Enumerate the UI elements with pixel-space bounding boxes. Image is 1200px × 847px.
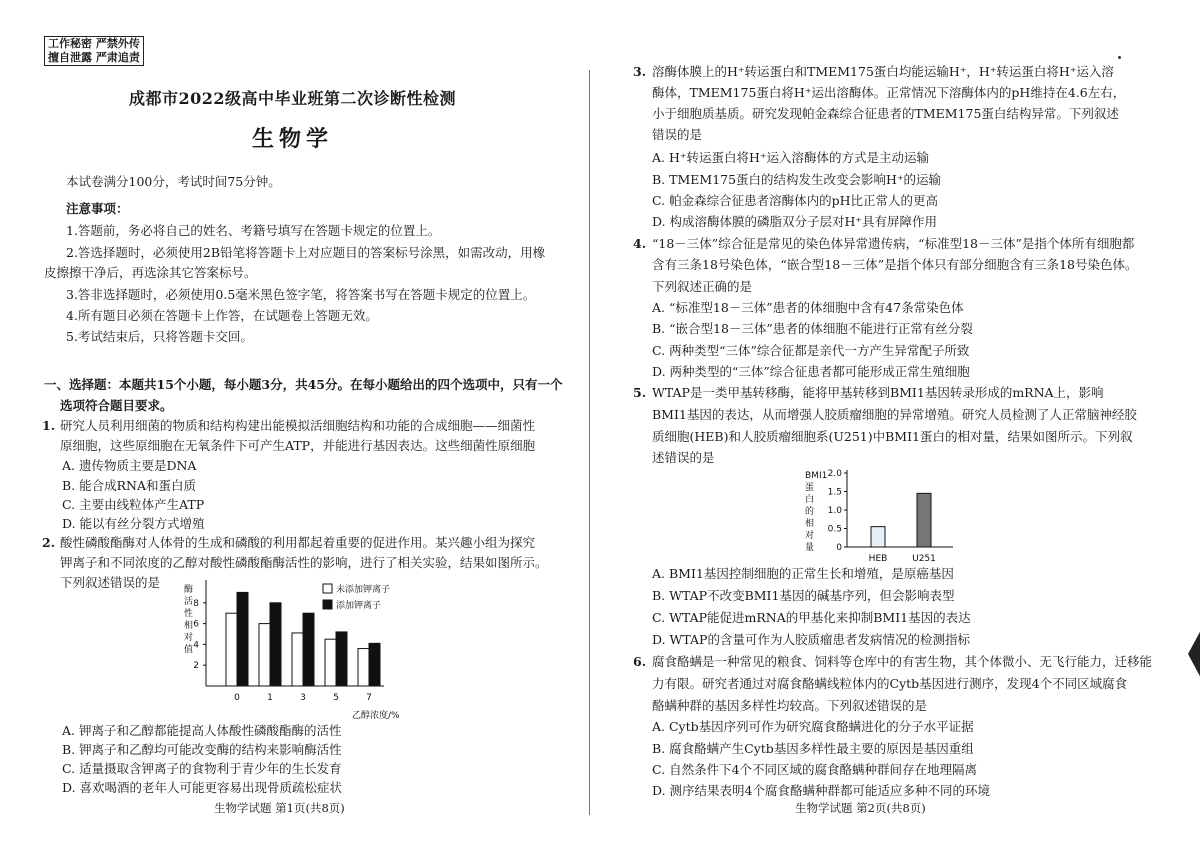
- chart1-xtick-label: 3: [300, 693, 306, 703]
- section-heading: 一、选择题：本题共15个小题，每小题3分，共45分。在每小题给出的四个选项中，只有一个: [44, 377, 563, 392]
- question-stem: 小于细胞质基质。研究发现帕金森综合征患者的TMEM175蛋白结构异常。下列叙述: [652, 106, 1119, 121]
- chart2-ylabel-char: BMI1: [805, 471, 828, 481]
- stamp-line-1: 工作秘密 严禁外传: [48, 37, 140, 50]
- chart2-xtick-label: HEB: [868, 554, 888, 564]
- chart2-ytick-label: 1.5: [827, 487, 842, 498]
- chart1-bar: [270, 603, 281, 686]
- question-stem: 质细胞(HEB)和人胶质瘤细胞系(U251)中BMI1蛋白的相对量，结果如图所示。下列叙: [652, 429, 1133, 444]
- exam-intro: 本试卷满分100分，考试时间75分钟。: [66, 174, 281, 189]
- question-stem: 下列叙述错误的是: [60, 575, 161, 590]
- question-stem: 腐食酪螨是一种常见的粮食、饲料等仓库中的有害生物，其个体微小、无飞行能力，迁移能: [652, 654, 1153, 669]
- page-footer: 生物学试题 第1页(共8页): [214, 801, 345, 815]
- subject-title: 生物学: [251, 126, 333, 152]
- option-a: A. 遗传物质主要是DNA: [62, 458, 197, 473]
- notice-item: 1.答题前，务必将自己的姓名、考籍号填写在答题卡规定的位置上。: [66, 223, 441, 238]
- question-stem: 含有三条18号染色体，“嵌合型18－三体”是指个体只有部分细胞含有三条18号染色体。: [652, 257, 1138, 272]
- stamp-line-2: 擅自泄露 严肃追责: [48, 51, 140, 64]
- option-a: A. “标准型18－三体”患者的体细胞中含有47条常染色体: [652, 300, 964, 315]
- question-number: 4.: [633, 236, 647, 251]
- legend-swatch-potassium: [323, 600, 332, 609]
- question-stem: 原细胞，这些原细胞在无氧条件下可产生ATP，并能进行基因表达。这些细菌性原细胞: [60, 438, 536, 453]
- chart1-bar: [369, 643, 380, 686]
- chart1-xlabel: 乙醇浓度/%: [352, 711, 400, 721]
- option-c: C. 主要由线粒体产生ATP: [62, 497, 205, 512]
- option-d: D. 测序结果表明4个腐食酪螨种群都可能适应多种不同的环境: [652, 783, 990, 798]
- page-footer: 生物学试题 第2页(共8页): [795, 801, 926, 815]
- question-stem: 酸性磷酸酯酶对人体骨的生成和磷酸的利用都起着重要的促进作用。某兴趣小组为探究: [60, 535, 536, 550]
- option-a: A. H⁺转运蛋白将H⁺运入溶酶体的方式是主动运输: [652, 150, 929, 165]
- question-number: 3.: [633, 64, 647, 79]
- notice-item: 5.考试结束后，只将答题卡交回。: [66, 329, 253, 344]
- notice-item: 皮擦擦干净后，再选涂其它答案标号。: [44, 265, 257, 280]
- chart1-xtick-label: 1: [267, 693, 273, 703]
- chart1-ylabel-char: 性: [184, 609, 194, 619]
- question-stem: 述错误的是: [652, 450, 715, 465]
- question-stem: 钾离子和不同浓度的乙醇对酸性磷酸酯酶活性的影响，进行了相关实验，结果如图所示。: [60, 555, 548, 570]
- chart1-xtick-label: 5: [333, 693, 339, 703]
- question-stem: 酶体，TMEM175蛋白将H⁺运出溶酶体。正常情况下溶酶体内的pH维持在4.6左右，: [652, 85, 1126, 100]
- chart1-ytick-label: 2: [193, 661, 199, 672]
- question-stem: 力有限。研究者通过对腐食酪螨线粒体内的Cytb基因进行测序，发现4个不同区域腐食: [652, 676, 1128, 691]
- question-number: 2.: [42, 535, 56, 550]
- question-number: 1.: [42, 418, 56, 433]
- chart1-bar: [325, 639, 336, 686]
- question-stem: 溶酶体膜上的H⁺转运蛋白和TMEM175蛋白均能运输H⁺，H⁺转运蛋白将H⁺运入溶: [652, 64, 1114, 79]
- chart1-bar: [336, 632, 347, 686]
- option-b: B. 钾离子和乙醇均可能改变酶的结构来影响酶活性: [62, 742, 342, 757]
- option-c: C. WTAP能促进mRNA的甲基化来抑制BMI1基因的表达: [652, 610, 971, 625]
- notice-item: 3.答非选择题时，必须使用0.5毫米黑色签字笔，将答案书写在答题卡规定的位置上。: [66, 287, 536, 302]
- question-stem: WTAP是一类甲基转移酶，能将甲基转移到BMI1基因转录形成的mRNA上，影响: [652, 385, 1104, 400]
- chart1-xtick-label: 0: [234, 693, 240, 703]
- legend-label-potassium: 添加钾离子: [336, 601, 382, 611]
- chart2-xtick-label: U251: [912, 554, 936, 564]
- chart2-ylabel-char: 蛋: [805, 483, 815, 493]
- page-turn-arrow-icon: [1188, 628, 1200, 680]
- section-heading-cont: 选项符合题目要求。: [60, 398, 173, 413]
- option-b: B. 腐食酪螨产生Cytb基因多样性最主要的原因是基因重组: [652, 741, 974, 756]
- confidential-stamp: [44, 36, 144, 66]
- chart1-ylabel-char: 相: [184, 621, 194, 631]
- chart2-ylabel-char: 白: [805, 495, 815, 505]
- page-divider: [589, 70, 590, 815]
- chart1-ytick-label: 6: [193, 619, 199, 630]
- option-c: C. 自然条件下4个不同区域的腐食酪螨种群间存在地理隔离: [652, 762, 978, 777]
- chart1-bar: [259, 624, 270, 686]
- scan-dot: [1118, 56, 1121, 59]
- legend-swatch-no-potassium: [323, 584, 332, 593]
- chart2-ytick-label: 0.5: [827, 524, 842, 535]
- chart1-bar: [237, 592, 248, 686]
- chart1-ylabel-char: 对: [184, 633, 194, 643]
- question-number: 6.: [633, 654, 647, 669]
- exam-title: 成都市2022级高中毕业班第二次诊断性检测: [128, 89, 457, 108]
- chart2-ylabel-char: 相: [805, 519, 815, 529]
- notice-title: 注意事项：: [66, 201, 129, 216]
- chart2-ytick-label: 0: [836, 543, 842, 553]
- option-d: D. 喜欢喝酒的老年人可能更容易出现骨质疏松症状: [62, 780, 343, 795]
- option-d: D. WTAP的含量可作为人胶质瘤患者发病情况的检测指标: [652, 632, 970, 647]
- question-stem: “18－三体”综合征是常见的染色体异常遗传病，“标准型18－三体”是指个体所有细胞都: [652, 236, 1135, 251]
- option-a: A. Cytb基因序列可作为研究腐食酪螨进化的分子水平证据: [652, 719, 974, 734]
- page-2: [595, 0, 1200, 847]
- question-number: 5.: [633, 385, 647, 400]
- option-b: B. “嵌合型18－三体”患者的体细胞不能进行正常有丝分裂: [652, 321, 973, 336]
- option-d: D. 能以有丝分裂方式增殖: [62, 516, 205, 531]
- question-stem: 研究人员利用细菌的物质和结构构建出能模拟活细胞结构和功能的合成细胞——细菌性: [60, 418, 536, 433]
- question-stem: 酪螨种群的基因多样性均较高。下列叙述错误的是: [652, 698, 928, 713]
- option-c: C. 适量摄取含钾离子的食物利于青少年的生长发育: [62, 761, 342, 776]
- chart2-ylabel-char: 对: [805, 531, 815, 541]
- chart2-ytick-label: 1.0: [827, 506, 842, 516]
- chart2-bar: [871, 527, 885, 547]
- question-stem: 错误的是: [652, 127, 703, 142]
- notice-item: 4.所有题目必须在答题卡上作答，在试题卷上答题无效。: [66, 308, 378, 323]
- option-c: C. 两种类型“三体”综合征都是亲代一方产生异常配子所致: [652, 343, 970, 358]
- chart1-bar: [358, 649, 369, 686]
- question-stem: 下列叙述正确的是: [652, 279, 753, 294]
- chart1-xtick-label: 7: [366, 693, 372, 703]
- page-1: [0, 0, 585, 847]
- option-a: A. BMI1基因控制细胞的正常生长和增殖，是原癌基因: [652, 566, 954, 581]
- question-stem: BMI1基因的表达，从而增强人胶质瘤细胞的异常增殖。研究人员检测了人正常脑神经胶: [652, 407, 1137, 422]
- chart1-bar: [226, 613, 237, 686]
- chart2-bar: [917, 493, 931, 547]
- chart1-ytick-label: 8: [193, 598, 199, 609]
- option-a: A. 钾离子和乙醇都能提高人体酸性磷酸酯酶的活性: [62, 723, 342, 738]
- legend-label-no-potassium: 未添加钾离子: [336, 585, 391, 595]
- chart1-bar: [292, 633, 303, 686]
- enzyme-activity-chart: [170, 578, 430, 724]
- chart1-ylabel-char: 活: [184, 597, 194, 607]
- bmi1-protein-chart: [803, 466, 973, 566]
- option-d: D. 构成溶酶体膜的磷脂双分子层对H⁺具有屏障作用: [652, 214, 938, 229]
- chart1-bar: [303, 613, 314, 686]
- notice-item: 2.答选择题时，必须使用2B铅笔将答题卡上对应题目的答案标号涂黑，如需改动，用橡: [66, 245, 546, 260]
- chart1-ylabel-char: 酶: [184, 585, 194, 595]
- option-d: D. 两种类型的“三体”综合征患者都可能形成正常生殖细胞: [652, 364, 970, 379]
- chart1-ytick-label: 4: [193, 640, 199, 651]
- chart2-ylabel-char: 量: [805, 543, 815, 553]
- option-b: B. WTAP不改变BMI1基因的碱基序列，但会影响表型: [652, 588, 955, 603]
- option-b: B. 能合成RNA和蛋白质: [62, 478, 197, 493]
- option-b: B. TMEM175蛋白的结构发生改变会影响H⁺的运输: [652, 172, 942, 187]
- chart1-ylabel-char: 值: [184, 645, 194, 655]
- chart2-ytick-label: 2.0: [827, 469, 842, 479]
- option-c: C. 帕金森综合征患者溶酶体内的pH比正常人的更高: [652, 193, 938, 208]
- chart2-ylabel-char: 的: [805, 507, 815, 517]
